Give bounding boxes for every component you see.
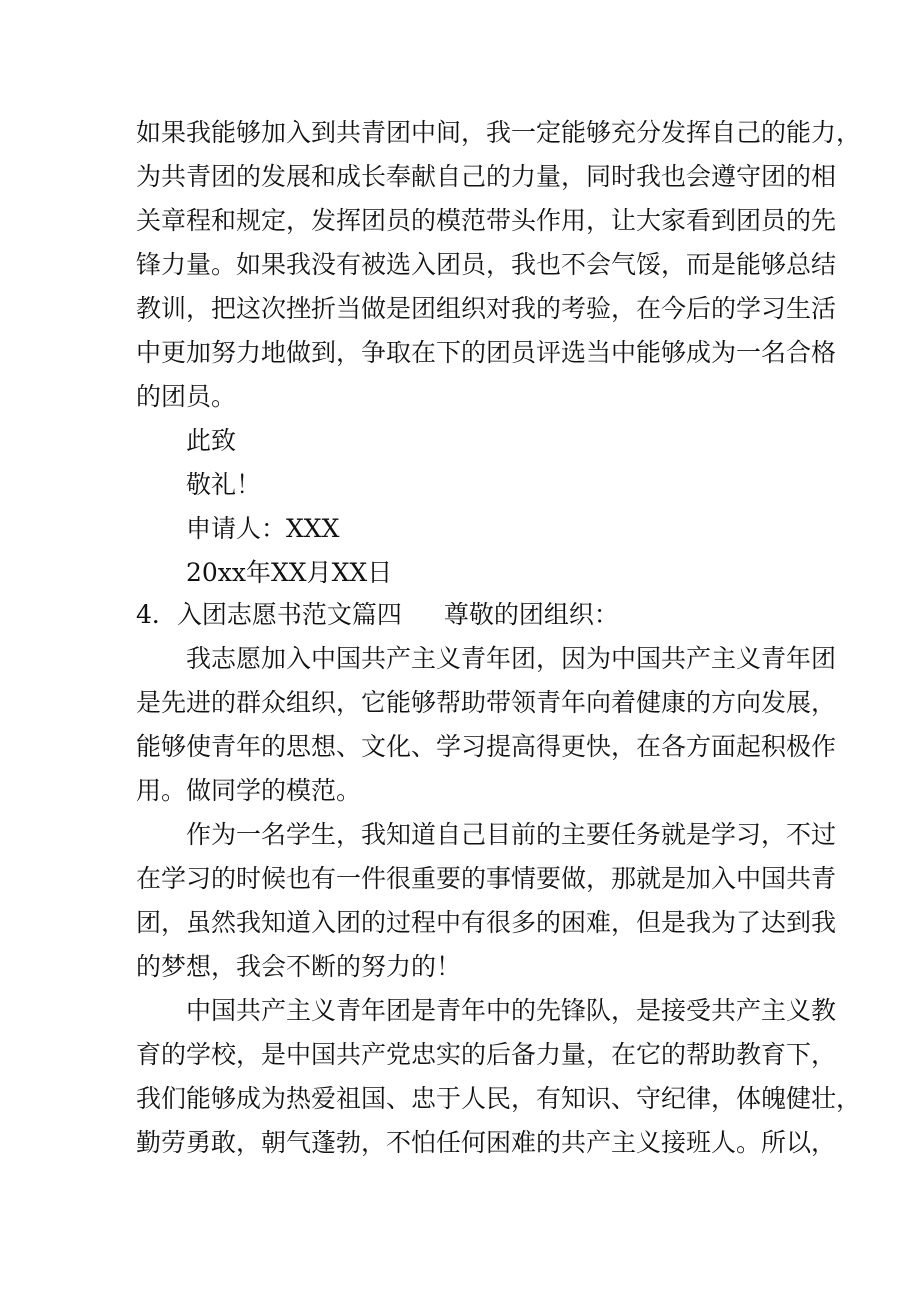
paragraph-1-line-7: 的团员。: [136, 382, 237, 411]
paragraph-1-line-6: 中更加努力地做到，争取在下的团员评选当中能够成为一名合格: [136, 338, 837, 367]
paragraph-2-line-3: 能够使青年的思想、文化、学习提高得更快，在各方面起积极作: [136, 732, 837, 761]
closing-applicant: 申请人：XXX: [186, 514, 340, 543]
paragraph-4-line-2: 育的学校，是中国共产党忠实的后备力量，在它的帮助教育下，: [136, 1040, 837, 1069]
paragraph-3-line-3: 团，虽然我知道入团的过程中有很多的困难，但是我为了达到我: [136, 908, 837, 937]
paragraph-4-line-1: 中国共产主义青年团是青年中的先锋队，是接受共产主义教: [186, 996, 837, 1025]
paragraph-2-line-2: 是先进的群众组织，它能够帮助带领青年向着健康的方向发展，: [136, 688, 837, 717]
paragraph-1-line-1: 如果我能够加入到共青团中间，我一定能够充分发挥自己的能力，: [136, 118, 862, 147]
paragraph-3-line-4: 的梦想，我会不断的努力的！: [136, 952, 462, 981]
paragraph-3-line-2: 在学习的时候也有一件很重要的事情要做，那就是加入中国共青: [136, 864, 837, 893]
closing-regards: 敬礼！: [186, 470, 262, 499]
closing-salutation: 此致: [186, 426, 237, 455]
closing-date: 20xx年XX月XX日: [186, 558, 393, 587]
paragraph-3-line-1: 作为一名学生，我知道自己目前的主要任务就是学习，不过: [186, 820, 837, 849]
paragraph-2-line-1: 我志愿加入中国共产主义青年团，因为中国共产主义青年团: [186, 644, 837, 673]
section-heading-title: 4．入团志愿书范文篇四: [136, 600, 402, 629]
paragraph-1-line-3: 关章程和规定，发挥团员的模范带头作用，让大家看到团员的先: [136, 206, 837, 235]
paragraph-1-line-5: 教训，把这次挫折当做是团组织对我的考验，在今后的学习生活: [136, 294, 837, 323]
paragraph-1-line-2: 为共青团的发展和成长奉献自己的力量，同时我也会遵守团的相: [136, 162, 837, 191]
paragraph-1-line-4: 锋力量。如果我没有被选入团员，我也不会气馁，而是能够总结: [136, 250, 837, 279]
paragraph-4-line-3: 我们能够成为热爱祖国、忠于人民，有知识、守纪律，体魄健壮，: [136, 1084, 862, 1113]
section-heading-addressee: 尊敬的团组织：: [443, 600, 619, 629]
paragraph-4-line-4: 勤劳勇敢，朝气蓬勃，不怕任何困难的共产主义接班人。所以，: [136, 1128, 837, 1157]
section-heading: [136, 600, 816, 630]
paragraph-2-line-4: 用。做同学的模范。: [136, 776, 362, 805]
